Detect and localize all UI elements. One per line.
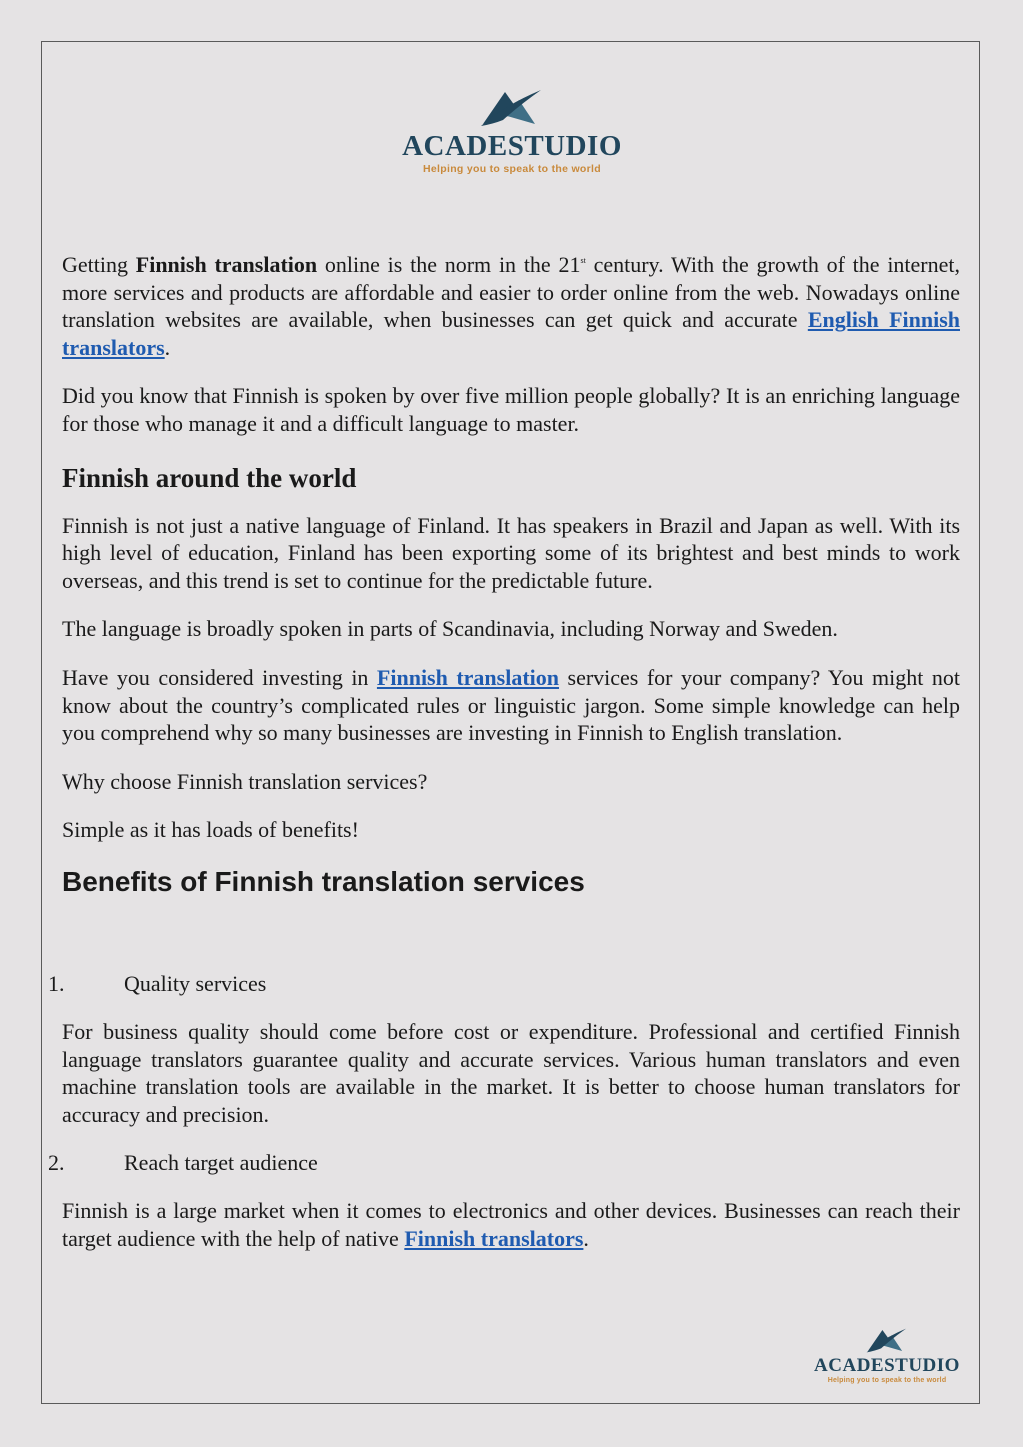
- section1-paragraph-4: Why choose Finnish translation services?: [62, 768, 428, 794]
- mountain-swoosh-icon: [864, 1326, 910, 1355]
- heading-benefits: Benefits of Finnish translation services: [62, 865, 585, 897]
- list-number: 2.: [48, 1150, 65, 1176]
- logo-tagline: Helping you to speak to the world: [423, 163, 601, 175]
- intro-paragraph-1: Getting Finnish translation online is the norm in the 21st century. With the growth of the internet, more services and products are affordable and easier to order online from the web. Nowadays online translation websites are available, when businesses can get quick and accurate English Finnish translators.: [62, 252, 961, 360]
- list-item: [48, 970, 960, 998]
- link-finnish-translation[interactable]: Finnish translation: [376, 664, 560, 690]
- benefit-2-paragraph: Finnish is a large market when it comes to electronics and other devices. Businesses can reach their target audience with the help of native Finnish translators.: [62, 1198, 960, 1251]
- logo-tagline: Helping you to speak to the world: [827, 1377, 947, 1384]
- logo-name: ACADESTUDIO: [814, 1355, 960, 1376]
- logo-header: [397, 86, 627, 175]
- section1-paragraph-5: Simple as it has loads of benefits!: [62, 817, 359, 843]
- list-title: Quality services: [124, 970, 267, 996]
- link-english-finnish-translators[interactable]: English Finnish translators: [62, 307, 960, 360]
- section1-paragraph-1: Finnish is not just a native language of Finland. It has speakers in Brazil and Japan as well. With its high level of education, Finland has been exporting some of its brightest and best minds to work overseas, and this trend is set to continue for the predictable future.: [62, 512, 960, 593]
- superscript: st: [580, 256, 586, 265]
- document-page: [41, 41, 980, 1404]
- list-title: Reach target audience: [124, 1150, 318, 1176]
- bold-term: Finnish translation: [135, 252, 318, 277]
- list-number: 1.: [48, 970, 65, 996]
- intro-paragraph-2: Did you know that Finnish is spoken by over five million people globally? It is an enriching language for those who manage it and a difficult language to master.: [62, 383, 960, 436]
- section1-paragraph-3: Have you considered investing in Finnish translation services for your company? You might not know about the country’s complicated rules or linguistic jargon. Some simple knowledge can help you comprehend why so many businesses are investing in Finnish to English translation.: [62, 664, 960, 746]
- logo-footer: [811, 1326, 963, 1384]
- logo-name: ACADESTUDIO: [402, 130, 622, 162]
- list-item: [48, 1149, 960, 1177]
- heading-finnish-around-world: Finnish around the world: [62, 462, 357, 493]
- link-finnish-translators[interactable]: Finnish translators: [404, 1225, 584, 1251]
- section1-paragraph-2: The language is broadly spoken in parts of Scandinavia, including Norway and Sweden.: [62, 616, 838, 642]
- benefit-1-paragraph: For business quality should come before cost or expenditure. Professional and certified Finnish language translators guarantee quality and accurate services. Various human translators and even machine translation tools are available in the market. It is better to choose human translators for accuracy and precision.: [62, 1018, 960, 1127]
- document-body: [48, 247, 961, 1252]
- mountain-swoosh-icon: [477, 86, 547, 130]
